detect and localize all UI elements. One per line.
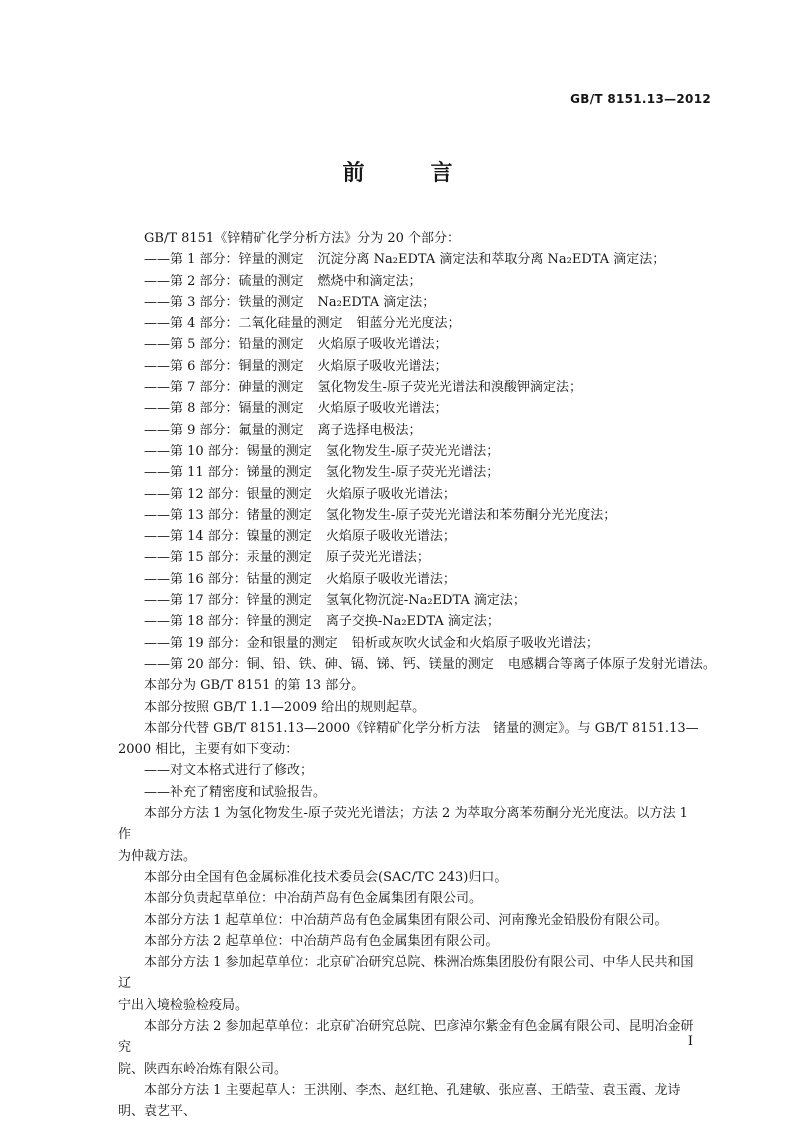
- part-label: ——第 11 部分：锑量的测定: [144, 465, 312, 481]
- method1-authors-paragraph: 本部分方法 1 主要起草人：王洪刚、李杰、赵红艳、孔建敏、张应喜、王皓莹、袁玉霞、龙诗明、袁艺平、: [118, 1082, 681, 1120]
- part-method: 火焰原子吸收光谱法；: [317, 358, 448, 374]
- part-list-item: [118, 633, 704, 654]
- part-label: ——第 3 部分：铁量的测定: [144, 294, 304, 310]
- part-method: 燃烧中和滴定法；: [317, 273, 422, 289]
- part-method: 离子交换-Na₂EDTA 滴定法；: [325, 614, 500, 630]
- part-label: ——第 15 部分：汞量的测定: [144, 550, 312, 566]
- method1-participants-line1: 本部分方法 1 参加起草单位：北京矿冶研究总院、株洲冶炼集团股份有限公司、中华人民共和国辽: [118, 955, 694, 992]
- part-list-item: [118, 654, 716, 675]
- part-label: ——第 9 部分：氟量的测定: [144, 422, 304, 438]
- part-label: ——第 2 部分：硫量的测定: [144, 273, 304, 289]
- standard-code: GB/T 8151.13—2012: [570, 92, 711, 106]
- part-list-item: [118, 462, 704, 483]
- intro-paragraph: GB/T 8151《锌精矿化学分析方法》分为 20 个部分：: [144, 231, 461, 246]
- part-list-item: [118, 377, 704, 398]
- page-title: 前 言: [342, 160, 475, 186]
- part-of-paragraph: 本部分为 GB/T 8151 的第 13 部分。: [144, 678, 365, 694]
- method1-participants-line2: 宁出入境检验检疫局。: [118, 997, 249, 1013]
- part-list-item: [118, 398, 704, 419]
- part-method: 火焰原子吸收光谱法；: [317, 337, 448, 353]
- part-method: 电感耦合等离子体原子发射光谱法。: [507, 656, 716, 672]
- part-label: ——第 6 部分：铜量的测定: [144, 358, 304, 374]
- method2-participants-line1: 本部分方法 2 参加起草单位：北京矿冶研究总院、巴彦淖尔紫金有色金属有限公司、昆明冶金研究: [118, 1018, 694, 1056]
- part-method: 火焰原子吸收光谱法；: [325, 571, 456, 587]
- part-list-item: [118, 313, 704, 334]
- change-item: ——补充了精密度和试验报告。: [144, 784, 327, 800]
- methods-paragraph-line2: 为仲裁方法。: [118, 848, 197, 864]
- part-label: ——第 12 部分：银量的测定: [144, 486, 312, 502]
- parts-list: [118, 249, 716, 675]
- replaces-paragraph-line2: 2000 相比，主要有如下变动：: [118, 742, 299, 758]
- method2-participants-line2: 院、陕西东岭冶炼有限公司。: [118, 1061, 288, 1077]
- part-method: 氢化物发生-原子荧光光谱法和溴酸钾滴定法；: [317, 380, 582, 396]
- part-label: ——第 7 部分：砷量的测定: [144, 380, 304, 396]
- part-method: 离子选择电极法；: [317, 422, 422, 438]
- part-label: ——第 19 部分：金和银量的测定: [144, 635, 338, 651]
- part-list-item: [118, 611, 704, 632]
- part-method: 火焰原子吸收光谱法；: [325, 486, 456, 502]
- part-method: 钼蓝分光光度法；: [356, 316, 461, 332]
- part-method: 氢化物发生-原子荧光光谱法和苯芴酮分光光度法；: [325, 507, 617, 523]
- change-item: ——对文本格式进行了修改；: [144, 763, 314, 779]
- method2-drafter-paragraph: 本部分方法 2 起草单位：中冶葫芦岛有色金属集团有限公司。: [144, 933, 499, 949]
- part-method: 氢化物发生-原子荧光光谱法；: [325, 443, 500, 459]
- responsible-drafter-paragraph: 本部分负责起草单位：中冶葫芦岛有色金属集团有限公司。: [144, 891, 483, 907]
- part-list-item: [118, 356, 704, 377]
- part-label: ——第 20 部分：铜、铅、铁、砷、镉、锑、钙、镁量的测定: [144, 656, 494, 672]
- part-list-item: [118, 484, 704, 505]
- part-label: ——第 4 部分：二氧化硅量的测定: [144, 316, 343, 332]
- part-label: ——第 13 部分：锗量的测定: [144, 507, 312, 523]
- part-label: ——第 14 部分：镍量的测定: [144, 529, 312, 545]
- part-method: 氢化物发生-原子荧光光谱法；: [325, 465, 500, 481]
- part-label: ——第 1 部分：锌量的测定: [144, 252, 304, 268]
- part-label: ——第 16 部分：钴量的测定: [144, 571, 312, 587]
- part-label: ——第 18 部分：锌量的测定: [144, 614, 312, 630]
- method1-drafter-paragraph: 本部分方法 1 起草单位：中冶葫芦岛有色金属集团有限公司、河南豫光金铅股份有限公司。: [144, 912, 668, 928]
- part-method: Na₂EDTA 滴定法；: [317, 294, 436, 310]
- drafting-rules-paragraph: 本部分按照 GB/T 1.1—2009 给出的规则起草。: [144, 699, 426, 715]
- part-label: ——第 5 部分：铅量的测定: [144, 337, 304, 353]
- committee-paragraph: 本部分由全国有色金属标准化技术委员会(SAC/TC 243)归口。: [144, 869, 508, 885]
- part-label: ——第 8 部分：镉量的测定: [144, 401, 304, 417]
- part-list-item: [118, 505, 704, 526]
- part-list-item: [118, 569, 704, 590]
- part-method: 沉淀分离 Na₂EDTA 滴定法和萃取分离 Na₂EDTA 滴定法；: [317, 252, 666, 268]
- part-list-item: [118, 547, 704, 568]
- part-method: 氢氧化物沉淀-Na₂EDTA 滴定法；: [325, 593, 526, 609]
- part-list-item: [118, 526, 704, 547]
- replaces-paragraph-line1: 本部分代替 GB/T 8151.13—2000《锌精矿化学分析方法 锗量的测定》。与 GB/T 8151.13—: [144, 720, 699, 736]
- part-list-item: [118, 292, 704, 313]
- part-method: 铅析或灰吹火试金和火焰原子吸收光谱法；: [351, 635, 599, 651]
- part-list-item: [118, 590, 704, 611]
- part-list-item: [118, 441, 704, 462]
- document-body: [118, 228, 716, 1122]
- part-list-item: [118, 249, 704, 270]
- methods-paragraph-line1: 本部分方法 1 为氢化物发生-原子荧光光谱法；方法 2 为萃取分离苯芴酮分光光度法。以方法 1 作: [118, 806, 688, 843]
- part-label: ——第 17 部分：锌量的测定: [144, 593, 312, 609]
- part-label: ——第 10 部分：锡量的测定: [144, 443, 312, 459]
- part-list-item: [118, 334, 704, 355]
- part-method: 火焰原子吸收光谱法；: [325, 529, 456, 545]
- part-method: 原子荧光光谱法；: [325, 550, 430, 566]
- part-list-item: [118, 271, 704, 292]
- part-method: 火焰原子吸收光谱法；: [317, 401, 448, 417]
- page-number: I: [687, 1034, 693, 1049]
- part-list-item: [118, 420, 704, 441]
